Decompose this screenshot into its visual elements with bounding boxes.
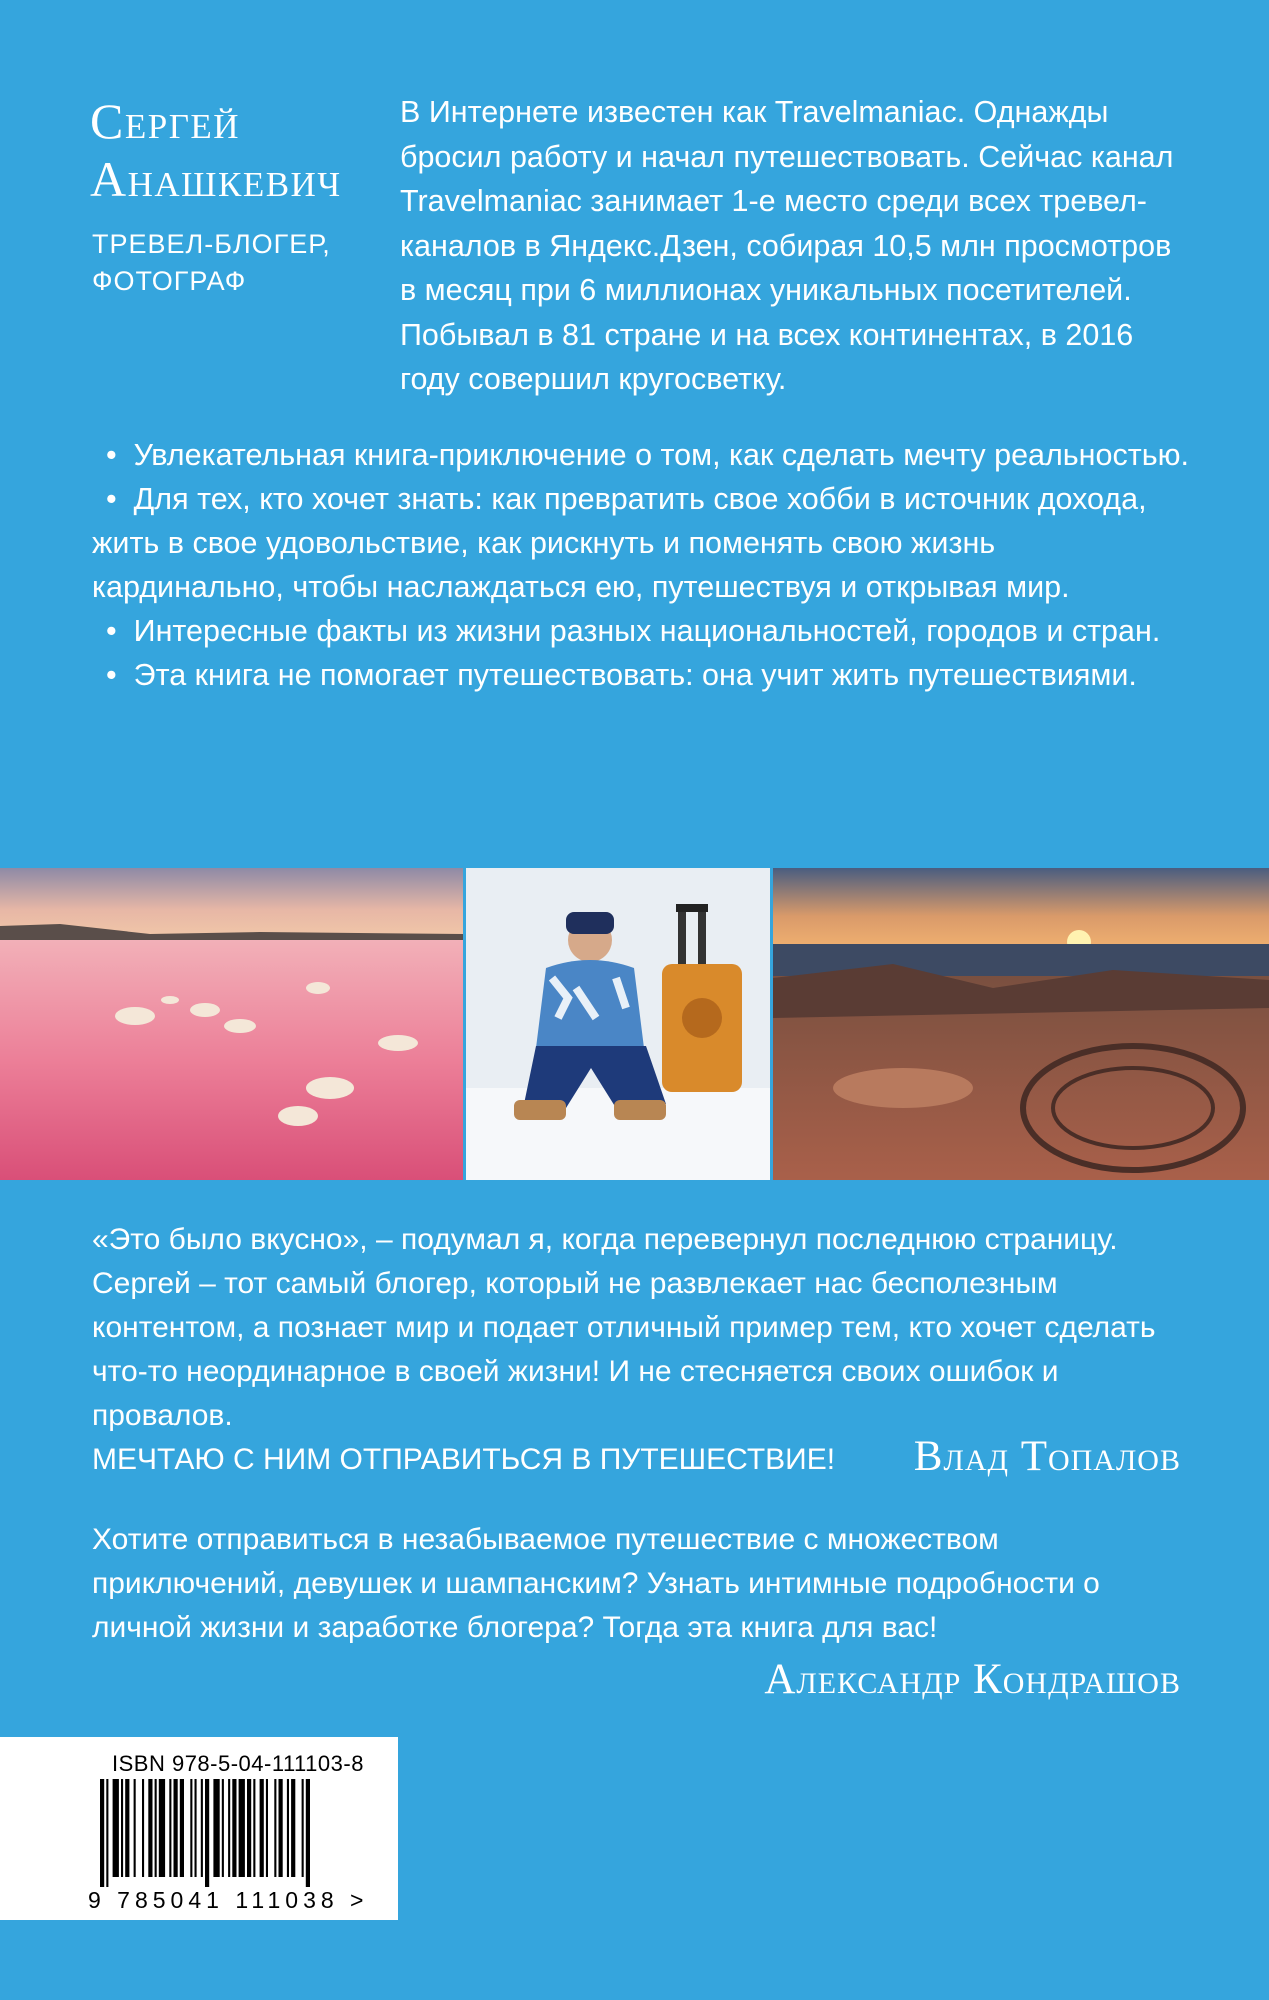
- barcode-bar: [106, 1779, 108, 1887]
- author-role-line2: ФОТОГРАФ: [92, 266, 247, 296]
- barcode-bar: [302, 1779, 304, 1877]
- author-role-line1: ТРЕВЕЛ-БЛОГЕР,: [92, 229, 331, 259]
- barcode-bar: [266, 1779, 268, 1877]
- author-role: [92, 226, 352, 300]
- barcode-bar: [125, 1779, 129, 1877]
- feature-item: • Эта книга не помогает путешествовать: она учит жить путешествиями.: [92, 653, 1192, 697]
- coast-sunset-photo: [773, 868, 1269, 1180]
- feature-item: • Увлекательная книга-приключение о том, как сделать мечту реальностью.: [92, 433, 1192, 477]
- barcode-bars: [100, 1779, 370, 1887]
- author-bio: В Интернете известен как Travelmaniac. Однажды бросил работу и начал путешествовать. Сейчас канал Travelmaniac занимает 1-е место среди всех тревел-каналов в Яндекс.Дзен, собирая 10,5 млн просмотров в месяц при 6 миллионах уникальных посетителей. Побывал в 81 стране и на всех континентах, в 2016 году совершил кругосветку.: [400, 95, 1174, 396]
- barcode-bar: [247, 1779, 251, 1877]
- barcode-bar: [169, 1779, 171, 1877]
- barcode-bar: [291, 1779, 295, 1877]
- traveler-photo: [466, 868, 770, 1180]
- barcode-bar: [155, 1779, 157, 1877]
- barcode-bar: [100, 1779, 104, 1887]
- pink-lake-photo: [0, 868, 463, 1180]
- feature-list: [92, 433, 1192, 697]
- isbn-label: ISBN 978-5-04-111103-8: [112, 1751, 364, 1776]
- barcode-bar: [260, 1779, 264, 1877]
- barcode-bar: [148, 1779, 152, 1877]
- barcode-bar: [274, 1779, 276, 1877]
- barcode-bar: [287, 1779, 289, 1877]
- author-last-name: Анашкевич: [90, 151, 342, 207]
- barcode-bar: [180, 1779, 184, 1877]
- barcode-bar: [239, 1779, 245, 1877]
- review-quote-2: Хотите отправиться в незабываемое путешествие с множеством приключений, девушек и шампанским? Узнать интимные подробности о личной жизни и заработке блогера? Тогда эта книга для вас!: [92, 1523, 1100, 1644]
- review-quote-1-text: «Это было вкусно», – подумал я, когда перевернул последнюю страницу. Сергей – тот самый блогер, который не развлекает нас бесполезным контентом, а познает мир и подает отличный пример тем, кто хочет сделать что-то неординарное в своей жизни! И не стесняется своих ошибок и провалов.: [92, 1223, 1156, 1432]
- barcode-bar: [121, 1779, 123, 1877]
- review-author-2: Александр Кондрашов: [764, 1656, 1181, 1703]
- isbn-barcode: [0, 1737, 398, 1920]
- barcode-bar: [253, 1779, 255, 1877]
- barcode-bar: [222, 1779, 224, 1877]
- review-author-1: Влад Топалов: [913, 1433, 1181, 1480]
- barcode-bar: [213, 1779, 219, 1877]
- barcode-bar: [201, 1779, 203, 1877]
- barcode-digits: 9 785041 111038 >: [88, 1887, 369, 1913]
- barcode-bar: [190, 1779, 192, 1877]
- barcode-bar: [113, 1779, 119, 1877]
- author-first-name: Сергей: [90, 93, 241, 149]
- barcode-bar: [134, 1779, 136, 1877]
- barcode-bar: [195, 1779, 197, 1877]
- photo-strip: [0, 868, 1269, 1180]
- feature-item: • Интересные факты из жизни разных национальностей, городов и стран.: [92, 609, 1192, 653]
- author-name: [90, 92, 380, 208]
- feature-item: • Для тех, кто хочет знать: как превратить свое хобби в источник дохода, жить в свое удовольствие, как рискнуть и поменять свою жизнь кардинально, чтобы наслаждаться ею, путешествуя и открывая мир.: [92, 477, 1192, 609]
- barcode-bar: [228, 1779, 230, 1877]
- review-quote-1-cta: МЕЧТАЮ С НИМ ОТПРАВИТЬСЯ В ПУТЕШЕСТВИЕ!: [92, 1443, 836, 1476]
- barcode-bar: [279, 1779, 283, 1877]
- barcode-bar: [205, 1779, 209, 1887]
- barcode-bar: [142, 1779, 144, 1877]
- barcode-bar: [159, 1779, 165, 1877]
- barcode-bar: [174, 1779, 178, 1877]
- barcode-bar: [232, 1779, 236, 1877]
- barcode-bar: [306, 1779, 310, 1887]
